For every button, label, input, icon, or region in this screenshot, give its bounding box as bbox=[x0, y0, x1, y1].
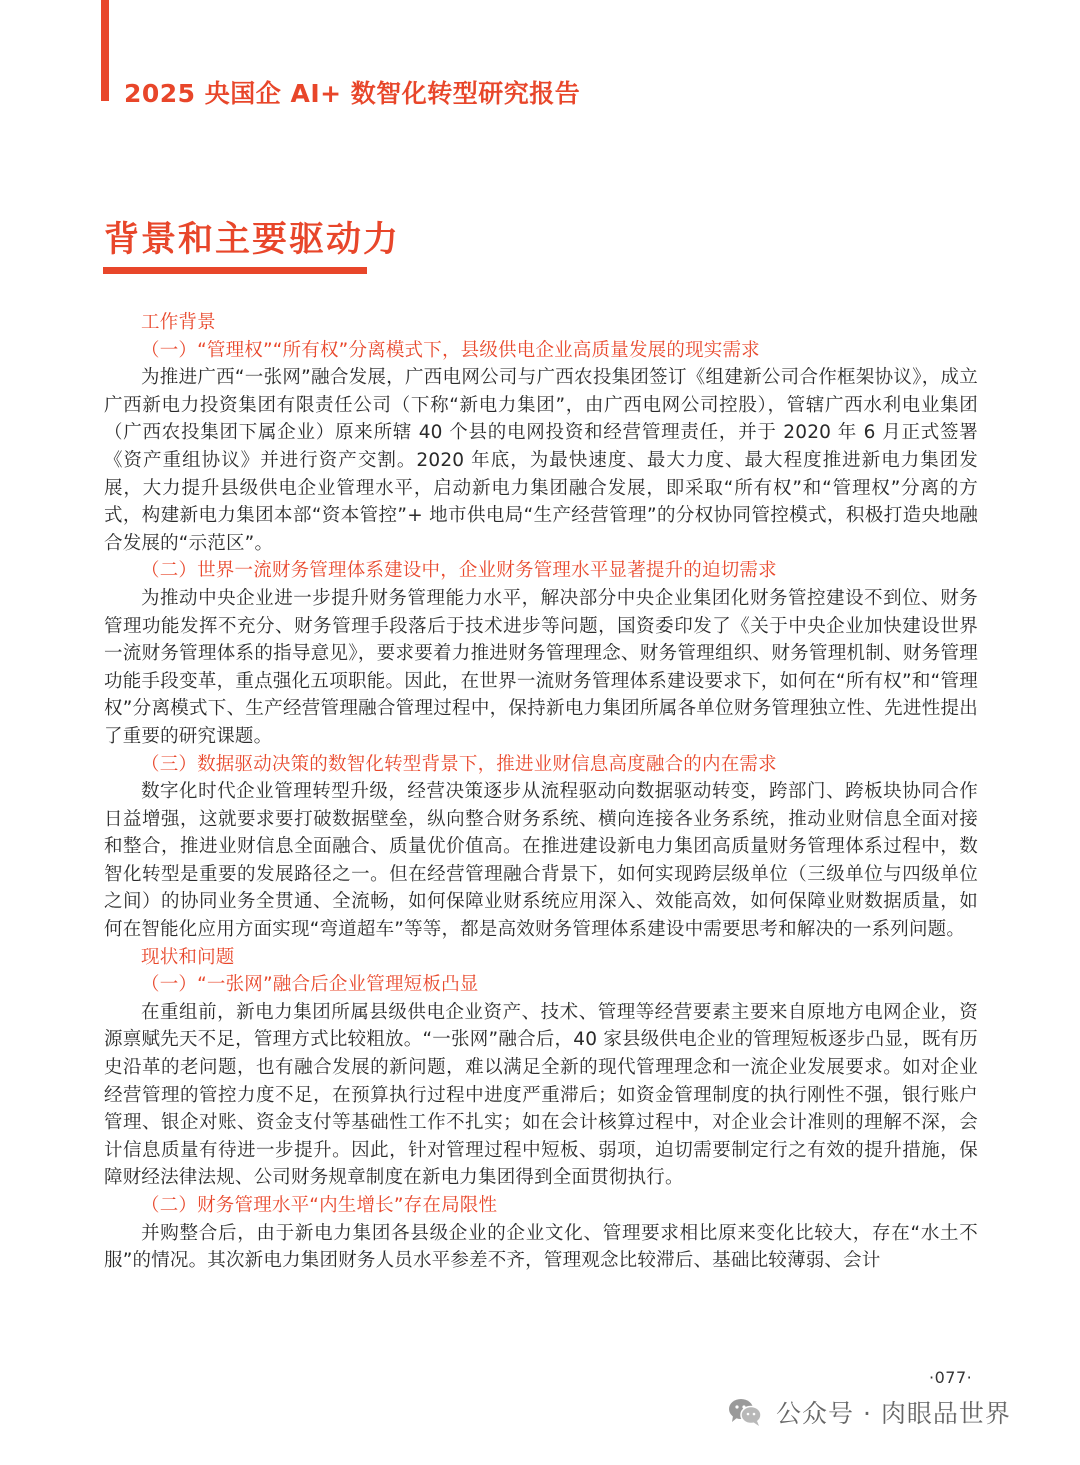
paragraph: 为推进广西“一张网”融合发展，广西电网公司与广西农投集团签订《组建新公司合作框架协议》，成立广西新电力投资集团有限责任公司（下称“新电力集团”，由广西电网公司控股），管辖广西水利电业集团（广西农投集团下属企业）原来所辖 40 个县的电网投资和经营管理责任，并于 2020 年 6 月正式签署《资产重组协议》并进行资产交割。2020 年底，为最快速度、最大力度、最大程度推进新电力集团发展，大力提升县级供电企业管理水平，启动新电力集团融合发展，即采取“所有权”和“管理权”分离的方式，构建新电力集团本部“资本管控”+ 地市供电局“生产经营管理”的分权协同管控模式，积极打造央地融合发展的“示范区”。 bbox=[104, 367, 978, 554]
document-body bbox=[104, 309, 978, 1275]
watermark bbox=[728, 1395, 1011, 1429]
watermark-text: 公众号 · 肉眼品世界 bbox=[776, 1399, 1011, 1428]
paragraph: 在重组前，新电力集团所属县级供电企业资产、技术、管理等经营要素主要来自原地方电网企业，资源禀赋先天不足，管理方式比较粗放。“一张网”融合后，40 家县级供电企业的管理短板逐步凸显，既有历史沿革的老问题，也有融合发展的新问题，难以满足全新的现代管理理念和一流企业发展要求。如对企业经营管理的管控力度不足，在预算执行过程中进度严重滞后；如资金管理制度的执行刚性不强，银行账户管理、银企对账、资金支付等基础性工作不扎实；如在会计核算过程中，对企业会计准则的理解不深，会计信息质量有待进一步提升。因此，针对管理过程中短板、弱项，迫切需要制定行之有效的提升措施，保障财经法律法规、公司财务规章制度在新电力集团得到全面贯彻执行。 bbox=[104, 1001, 978, 1189]
header-accent-bar bbox=[101, 0, 109, 101]
paragraph: 数字化时代企业管理转型升级，经营决策逐步从流程驱动向数据驱动转变，跨部门、跨板块协同合作日益增强，这就要求要打破数据壁垒，纵向整合财务系统、横向连接各业务系统，推动业财信息全面对接和整合，推进业财信息全面融合、质量优价值高。在推进建设新电力集团高质量财务管理体系过程中，数智化转型是重要的发展路径之一。但在经营管理融合背景下，如何实现跨层级单位（三级单位与四级单位之间）的协同业务全贯通、全流畅，如何保障业财系统应用深入、效能高效，如何保障业财数据质量，如何在智能化应用方面实现“弯道超车”等等，都是高效财务管理体系建设中需要思考和解决的一系列问题。 bbox=[104, 781, 978, 941]
section-title: 背景和主要驱动力 bbox=[104, 220, 401, 260]
subsection-label: 工作背景 bbox=[141, 312, 216, 333]
heading: （三）数据驱动决策的数智化转型背景下，推进业财信息高度融合的内在需求 bbox=[141, 753, 777, 775]
wechat-icon bbox=[728, 1397, 762, 1427]
report-title: 2025 央国企 AI+ 数智化转型研究报告 bbox=[124, 79, 581, 108]
paragraph: 为推动中央企业进一步提升财务管理能力水平，解决部分中央企业集团化财务管控建设不到位、财务管理功能发挥不充分、财务管理手段落后于技术进步等问题，国资委印发了《关于中央企业加快建设世界一流财务管理体系的指导意见》，要求要着力推进财务管理理念、财务管理组织、财务管理机制、财务管理功能手段变革，重点强化五项职能。因此，在世界一流财务管理体系建设要求下，如何在“所有权”和“管理权”分离模式下、生产经营管理融合管理过程中，保持新电力集团所属各单位财务管理独立性、先进性提出了重要的研究课题。 bbox=[104, 587, 978, 747]
heading: （二）财务管理水平“内生增长”存在局限性 bbox=[141, 1195, 498, 1216]
heading: （一）“一张网”融合后企业管理短板凸显 bbox=[141, 974, 479, 996]
page-number: ·077· bbox=[929, 1368, 973, 1387]
heading: （二）世界一流财务管理体系建设中，企业财务管理水平显著提升的迫切需求 bbox=[141, 560, 777, 582]
section-title-underline bbox=[103, 267, 367, 274]
heading: （一）“管理权”“所有权”分离模式下，县级供电企业高质量发展的现实需求 bbox=[141, 339, 760, 361]
paragraph: 并购整合后，由于新电力集团各县级企业的企业文化、管理要求相比原来变化比较大，存在“水土不服”的情况。其次新电力集团财务人员水平参差不齐，管理观念比较滞后、基础比较薄弱、会计 bbox=[104, 1222, 978, 1272]
subsection-label: 现状和问题 bbox=[141, 946, 235, 968]
